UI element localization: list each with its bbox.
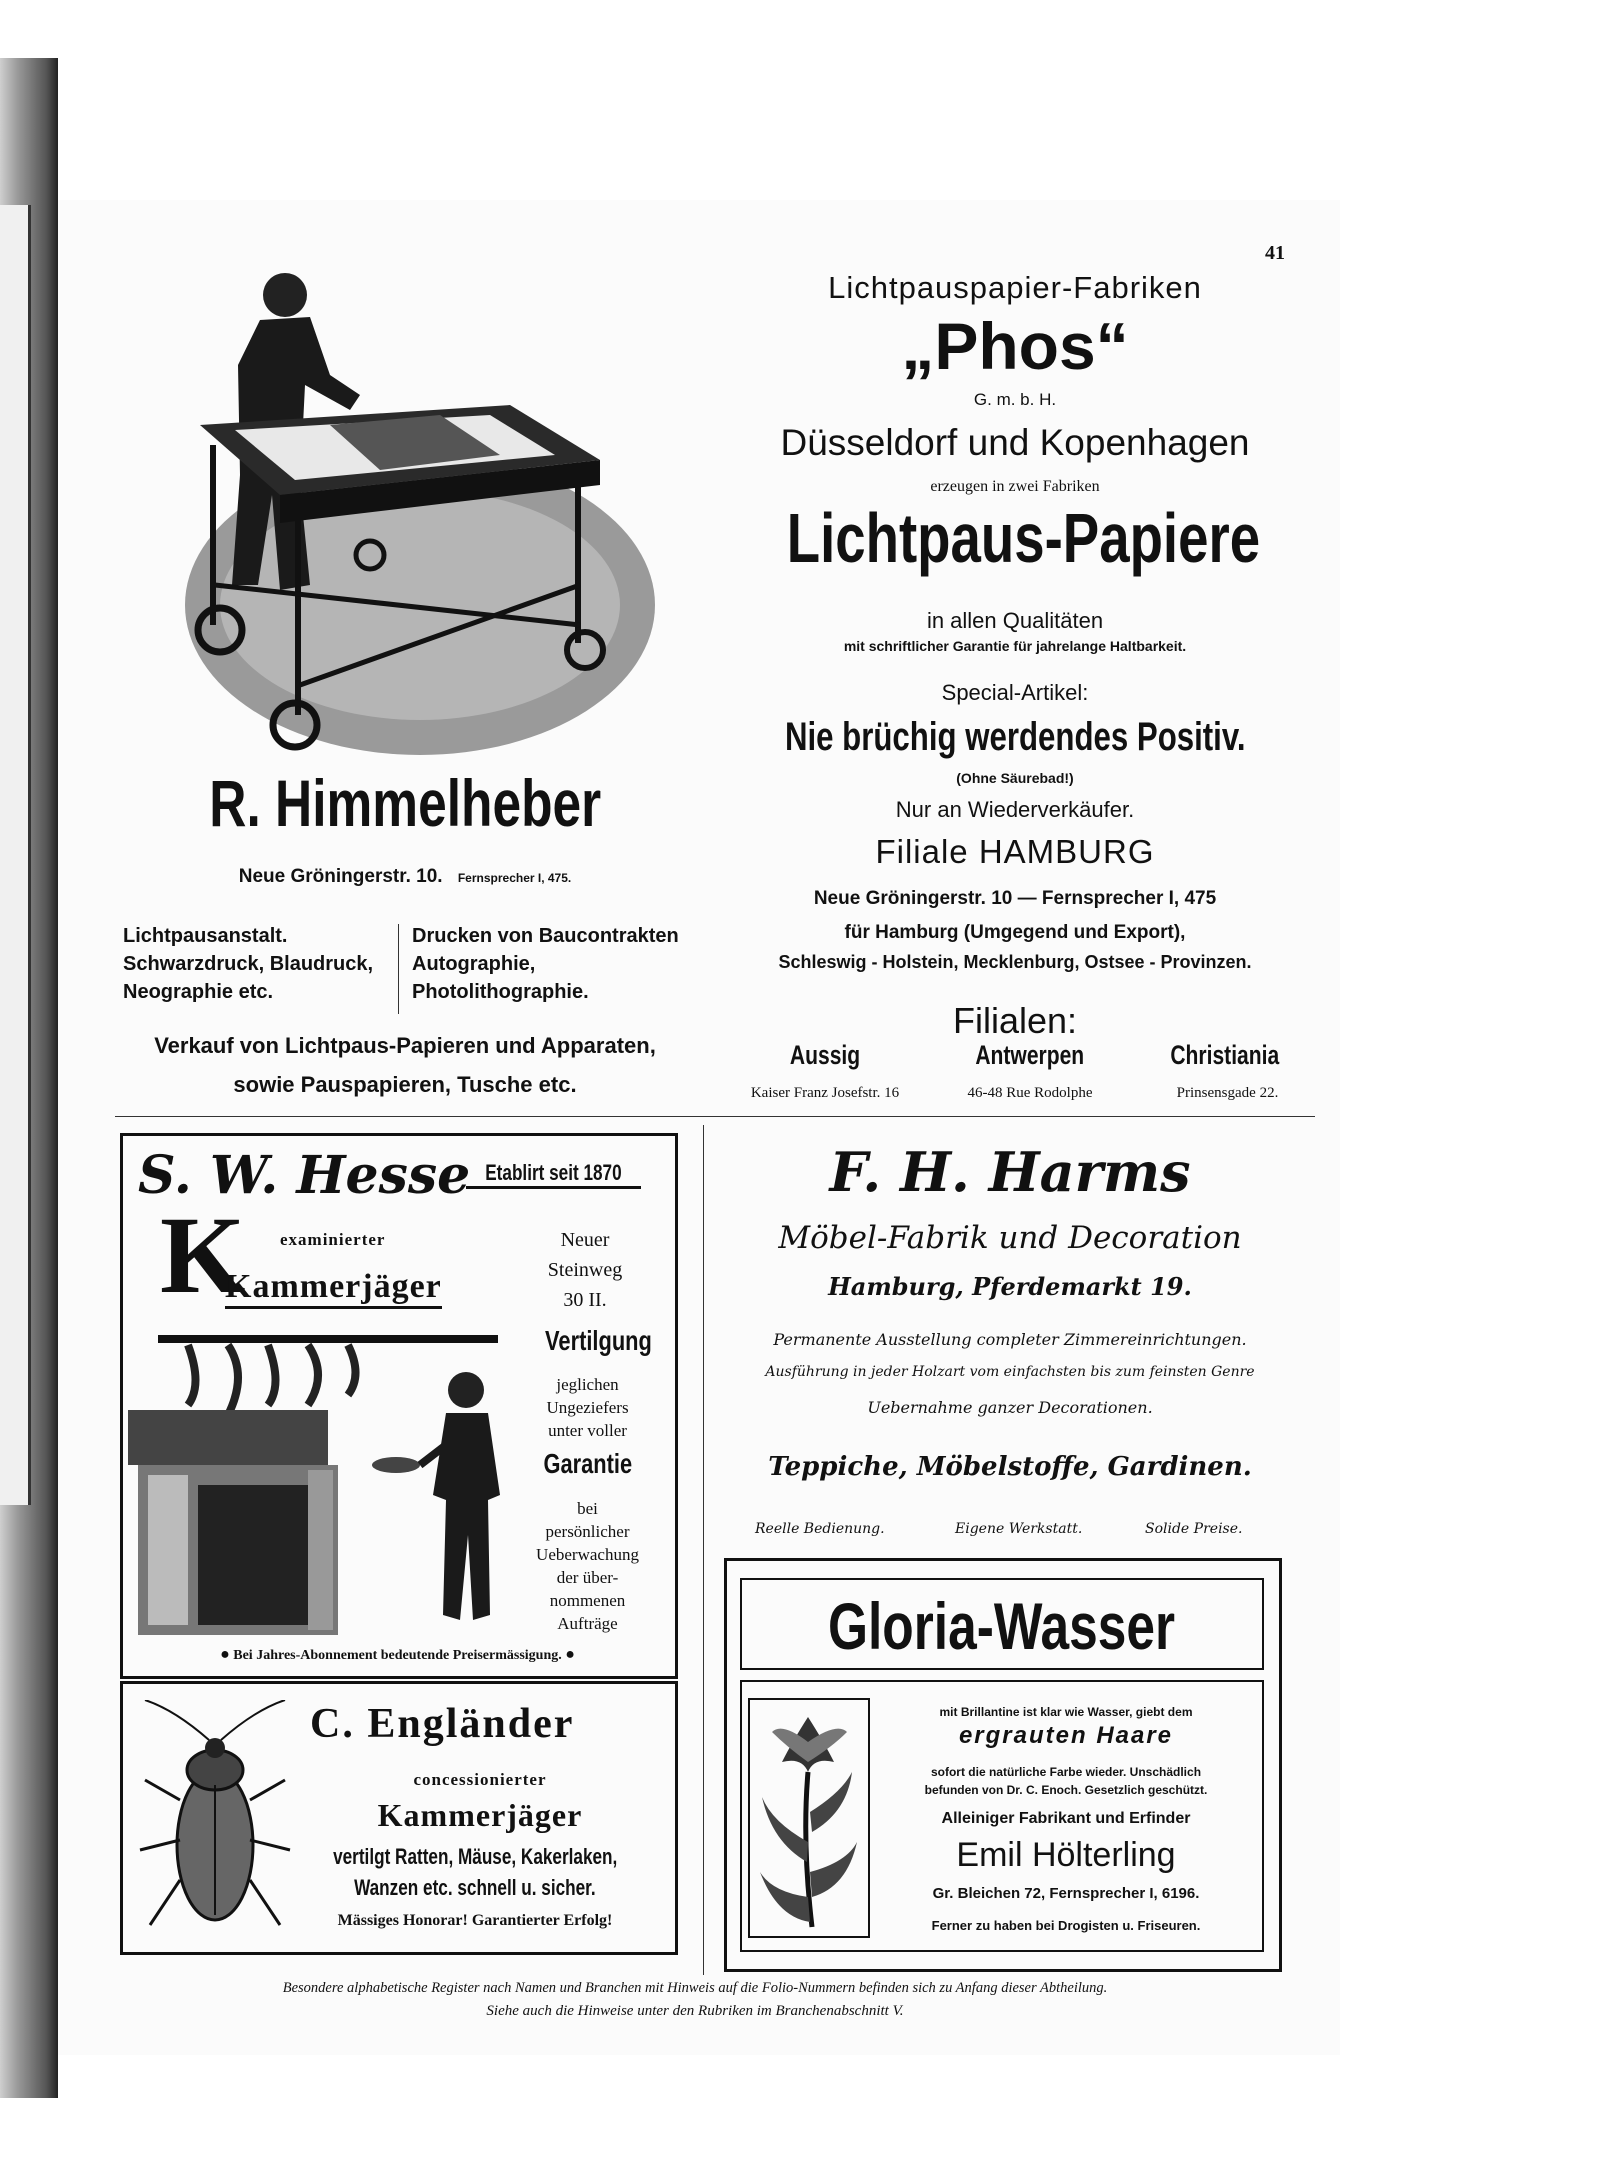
hesse-address: Neuer Steinweg 30 II. <box>547 1229 623 1311</box>
phos-heading: Lichtpauspapier-Fabriken <box>828 270 1202 305</box>
hesse-vertilgung-text: jeglichen Ungeziefers unter voller <box>546 1375 629 1440</box>
mid-divider <box>115 1116 1315 1117</box>
himmelheber-services-left: Lichtpausanstalt. Schwarzdruck, Blaudruck, Neographie etc. <box>123 925 374 1003</box>
harms-footer-center: Eigene Werkstatt. <box>955 1521 1083 1537</box>
phos-filialen-label: Filialen: <box>952 1000 1078 1041</box>
himmelheber-sale-line2: sowie Pauspapieren, Tusche etc. <box>233 1072 577 1097</box>
harms-footer-right: Solide Preise. <box>1145 1521 1243 1537</box>
filiale-antwerpen-address: 46-48 Rue Rodolphe <box>967 1085 1093 1101</box>
exterminator-illustration <box>128 1335 528 1635</box>
gloria-address: Gr. Bleichen 72, Fernsprecher I, 6196. <box>932 1885 1200 1902</box>
filiale-christiania-address: Prinsensgade 22. <box>1176 1085 1279 1101</box>
flower-illustration <box>752 1702 864 1932</box>
harms-line6: Teppiche, Möbelstoffe, Gardinen. <box>768 1452 1252 1482</box>
hesse-name: S. W. Hesse <box>138 1145 471 1206</box>
facing-page-edge <box>0 205 31 1505</box>
himmelheber-phone: Fernsprecher I, 475. <box>457 871 572 885</box>
page-number: 41 <box>1265 242 1285 264</box>
phos-special-note: (Ohne Säurebad!) <box>956 770 1074 786</box>
englaender-line3: Mässiges Honorar! Garantierter Erfolg! <box>337 1912 613 1929</box>
harms-line5: Uebernahme ganzer Decorationen. <box>867 1398 1153 1417</box>
hesse-garantie: Garantie <box>543 1448 632 1479</box>
footer-branch-note: Siehe auch die Hinweise unter den Rubriken im Branchenabschnitt V. <box>486 2003 904 2019</box>
phos-special-item: Nie brüchig werdendes Positiv. <box>784 715 1246 759</box>
filiale-antwerpen-city: Antwerpen <box>975 1040 1085 1070</box>
phos-produce: erzeugen in zwei Fabriken <box>930 478 1100 495</box>
hesse-title: Kammerjäger <box>225 1268 442 1309</box>
phos-company-form: G. m. b. H. <box>973 390 1057 409</box>
englaender-name: C. Engländer <box>310 1701 575 1747</box>
englaender-qualifier: concessionierter <box>413 1770 547 1789</box>
phos-branch-area1: für Hamburg (Umgegend und Export), <box>844 922 1186 943</box>
englaender-line1: vertilgt Ratten, Mäuse, Kakerlaken, <box>332 1844 618 1869</box>
phos-branch: Filiale HAMBURG <box>875 833 1155 870</box>
gloria-stockists: Ferner zu haben bei Drogisten u. Friseuren. <box>931 1918 1201 1933</box>
himmelheber-name: R. Himmelheber <box>209 766 601 840</box>
gloria-line5: Alleiniger Fabrikant und Erfinder <box>941 1810 1191 1827</box>
hesse-qualifier: examinierter <box>280 1230 386 1249</box>
harms-name: F. H. Harms <box>829 1140 1191 1204</box>
phos-resellers: Nur an Wiederverkäufer. <box>895 797 1135 822</box>
gloria-line4: befunden von Dr. C. Enoch. Gesetzlich geschützt. <box>924 1783 1208 1797</box>
englaender-line2: Wanzen etc. schnell u. sicher. <box>354 1875 596 1900</box>
phos-cities: Düsseldorf und Kopenhagen <box>780 422 1250 463</box>
hesse-vertilgung: Vertilgung <box>545 1325 652 1356</box>
filiale-aussig-city: Aussig <box>789 1040 861 1070</box>
harms-footer-left: Reelle Bedienung. <box>755 1521 885 1537</box>
hesse-established: Etablirt seit 1870 <box>466 1160 641 1189</box>
himmelheber-address: Neue Gröningerstr. 10. Fernsprecher I, 475. <box>238 866 572 887</box>
harms-line4: Ausführung in jeder Holzart vom einfachsten bis zum feinsten Genre <box>765 1364 1255 1380</box>
filiale-christiania-city: Christiania <box>1170 1040 1280 1070</box>
phos-qualities: in allen Qualitäten <box>926 608 1104 633</box>
filiale-aussig-address: Kaiser Franz Josefstr. 16 <box>750 1085 900 1101</box>
gloria-maker: Emil Hölterling <box>956 1836 1176 1874</box>
column-divider <box>703 1125 704 1975</box>
phos-special-label: Special-Artikel: <box>941 680 1089 705</box>
copying-table-illustration <box>180 255 660 755</box>
phos-guarantee: mit schriftlicher Garantie für jahrelange Haltbarkeit. <box>843 638 1187 654</box>
englaender-title: Kammerjäger <box>377 1797 583 1833</box>
bullet-right: ● <box>565 1646 575 1663</box>
gloria-line3: sofort die natürliche Farbe wieder. Unschädlich <box>930 1765 1202 1779</box>
hesse-garantie-text: bei persönlicher Ueberwachung der über- nommenen Aufträge <box>536 1499 639 1633</box>
phos-brand: „Phos“ <box>901 309 1129 383</box>
hesse-k-initial: K <box>160 1194 246 1316</box>
cockroach-illustration <box>135 1700 295 1940</box>
bullet-left: ● <box>220 1646 230 1663</box>
himmelheber-divider <box>398 924 399 1014</box>
phos-product: Lichtpaus-Papiere <box>786 499 1261 577</box>
himmelheber-sale-line1: Verkauf von Lichtpaus-Papieren und Apparaten, <box>154 1033 656 1058</box>
harms-line1: Möbel-Fabrik und Decoration <box>778 1220 1242 1256</box>
gloria-line1: mit Brillantine ist klar wie Wasser, giebt dem <box>939 1705 1193 1719</box>
harms-line2: Hamburg, Pferdemarkt 19. <box>828 1272 1192 1301</box>
hesse-abonnement: ● Bei Jahres-Abonnement bedeutende Preisermässigung. ● <box>220 1646 575 1663</box>
himmelheber-services-right: Drucken von Baucontrakten Autographie, Photolithographie. <box>412 925 679 1003</box>
harms-line3: Permanente Ausstellung completer Zimmereinrichtungen. <box>773 1330 1247 1349</box>
gloria-name: Gloria-Wasser <box>828 1589 1176 1663</box>
gloria-line2: ergrauten Haare <box>958 1722 1174 1749</box>
phos-branch-area2: Schleswig - Holstein, Mecklenburg, Ostsee - Provinzen. <box>778 952 1252 972</box>
footer-register-note: Besondere alphabetische Register nach Namen und Branchen mit Hinweis auf die Folio-Nummern befinden sich zu Anfang dieser Abtheilung. <box>282 1980 1108 1996</box>
phos-branch-address: Neue Gröningerstr. 10 — Fernsprecher I, 475 <box>813 888 1217 909</box>
